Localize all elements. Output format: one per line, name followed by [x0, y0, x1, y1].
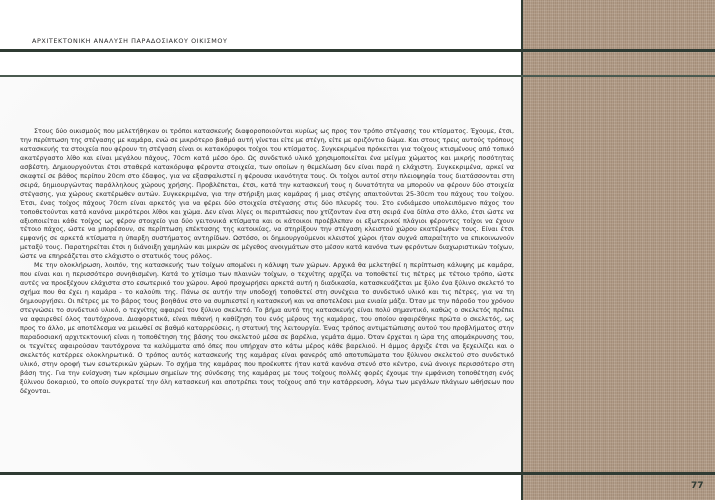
header-underline-rule [0, 75, 715, 77]
header-rule [0, 49, 715, 52]
paragraph: Στους δύο οικισμούς που μελετήθηκαν οι τρόποι κατασκευής διαφοροποιούνται κυρίως ως προς τον τρόπο στέγασης του κτίσματος. Έχουμε, έτσι, την περίπτωση της στέγασης με καμάρα, ενώ σε μικρότερο βαθμό αυτή γίνεται είτε με στέγη, είτε με οριζόντιο δώμα. Και στους τρεις αυτούς τρόπους κατασκευής τα στοιχεία που φέρουν τη στέγαση είναι οι κατακόρυφοι τοίχοι του κτίσματος. Συγκεκριμένα πρόκειται για τοίχους κτισμένους από τοπικό ακατέργαστο λίθο και είναι μεγάλου πάχους, 70cm κατά μέσο όρο. Ως συνδετικό υλικό χρησιμοποιείται ένα μείγμα χώματος και μικρής ποσότητας ασβέστη. Δημιουργούνται έτσι σταθερά κατακόρυφα φέροντα στοιχεία, των οποίων η θεμελίωση δεν είναι παρά η ελάχιστη. Συγκεκριμένα, αρκεί να σκαφτεί σε βάθος περίπου 20cm στο έδαφος, για να εξασφαλιστεί η φέρουσα ικανότητα τους. Οι τοίχοι αυτοί στην πλειοψηφία τους διατάσσονται στη σειρά, δημιουργώντας παράλληλους χώρους χρήσης. Προβλέπεται, έτσι, κατά την κατασκευή τους η δυνατότητα να μπορούν να φέρουν δύο στοιχεία στέγασης, για χώρους εκατέρωθεν αυτών. Συγκεκριμένα, για την στήριξη μιας καμάρας ή μιας στέγης απαιτούνται 25-30cm του πάχους του τοίχου. Έτσι, ένας τοίχος πάχους 70cm είναι αρκετός για να φέρει δύο στοιχεία στέγασης στις δύο πλευρές του. Στο ενδιάμεσο υπολειπόμενο πάχος του τοποθετούνται κατά κανόνα μικρότεροι λίθοι και χώμα. Δεν είναι λίγες οι περιπτώσεις που χτίζονταν ένα στη σειρά ένα δίπλα στο άλλο, έτσι ώστε να αξιοποιείται κάθε τοίχος ως φέρον στοιχείο για δύο γειτονικά κτίσματα και οι κάτοικοι προέβλεπαν οι εξωτερικοί πλάγιοι φέροντες τοίχοι να έχουν τέτοιο πάχος, ώστε να μπορέσουν, σε περίπτωση επέκτασης της κατοικίας, να στηρίξουν την στέγαση κλειστού χώρου εκατέρωθεν τους. Είναι έτσι εμφανής σε αρκετά κτίσματα η ύπαρξη συστήματος αντηρίδων. Ωστόσο, οι δημιουργούμενοι κλειστοί χώροι ήταν συχνά απαραίτητο να επικοινωνούν μεταξύ τους. Παρατηρείται έτσι η διάνοιξη χαμηλών και μικρών σε μέγεθος ανοιγμάτων στο μέσον κατά κανόνα των φερόντων διαχωριστικών τοίχων, ώστε να επηρεάζεται στο ελάχιστο ο στατικός τους ρόλος. [20, 127, 514, 261]
paragraph: Με την ολοκλήρωση, λοιπόν, της κατασκευής των τοίχων απομένει η κάλυψη των χώρων. Αρχικά θα μελετηθεί η περίπτωση κάλυψης με καμάρα, που είναι και η περισσότερο συνηθισμένη. Κατά το χτίσιμο των πλαινών τοίχων, ο τεχνίτης αρχίζει να τοποθετεί τις πέτρες με τέτοιο τρόπο, ώστε αυτές να προεξέχουν ελάχιστα στο εσωτερικό του χώρου. Αφού προχωρήσει αρκετά αυτή η διαδικασία, κατασκευάζεται με ξύλο ένα ξύλινο σκελετό το σχήμα που θα έχει η καμάρα - το καλούπι της. Πάνω σε αυτήν την υποδοχή τοποθετεί στη συνέχεια το συνδετικό υλικό και τις πέτρες, για να τη δημιουργήσει. Οι πέτρες με το βάρος τους βοηθάνε στο να συμπιεστεί η κατασκευή και να αποτελέσει μια ενιαία μάζα. Όταν με την πάροδο του χρόνου στεγνώσει το συνδετικό υλικό, ο τεχνίτης αφαιρεί τον ξύλινο σκελετό. Το βήμα αυτό της κατασκευής είναι πολύ σημαντικό, καθώς ο σκελετός πρέπει να αφαιρεθεί όλος ταυτόχρονα. Διαφορετικά, είναι πιθανή η καθίζηση του ενός μέρους της καμάρας, του οποίου αφαιρέθηκε πρώτα ο σκελετός, ως προς το άλλο, με αποτέλεσμα να μειωθεί σε βαθμό καταρρεύσεις, η στατική της λειτουργία. Ένας τρόπος αντιμετώπισης αυτού του προβλήματος στην παραδοσιακή αρχιτεκτονική είναι η τοποθέτηση της βάσης του σκελετού μέσα σε βαρέλια, γεμάτα άμμο. Όταν έρχεται η ώρα της απομάκρυνσης του, οι τεχνίτες αφαιρούσαν ταυτόχρονα τα καλύμματα από όπες που υπήρχαν στο κάτω μέρος κάθε βαρελιού. Η άμμος άρχιζε έτσι να ξεχειλίζει και ο σκελετός κατέρρεε ολοκληρωτικά. Ο τρόπος αυτός κατασκευής της καμάρας είναι φανερός από αποτυπώματα του ξύλινου σκελετού στο συνδετικό υλικό, στην οροφή των εσωτερικών χώρων. Το σχήμα της καμάρας που προέκυπτε ήταν κατά κανόνα στενό στο κέντρο, ενώ άνοιγε περισσότερο στη βάση της. Για την ενίσχυση των κρίσιμων σημείων της σύνδεσης της καμάρας με τους τοίχους πολλές φορές έχουμε την εμφάνιση τοποθέτηση ενός ξύλινου δοκαριού, το οποίο συγκρατεί την όλη κατασκευή και αποτρέπει τους τοίχους από την κατάρρευση, λόγω των μεγάλων πλάγιων ωθήσεων που δέχονται. [20, 261, 514, 395]
page-header-title: ΑΡΧΙΤΕΚΤΟΝΙΚΗ ΑΝΑΛΥΣΗ ΠΑΡΑΔΟΣΙΑΚΟΥ ΟΙΚΙΣΜΟΥ [32, 37, 228, 45]
page-number: 77 [691, 481, 704, 491]
footer-rule [0, 472, 715, 475]
body-text [20, 127, 514, 396]
